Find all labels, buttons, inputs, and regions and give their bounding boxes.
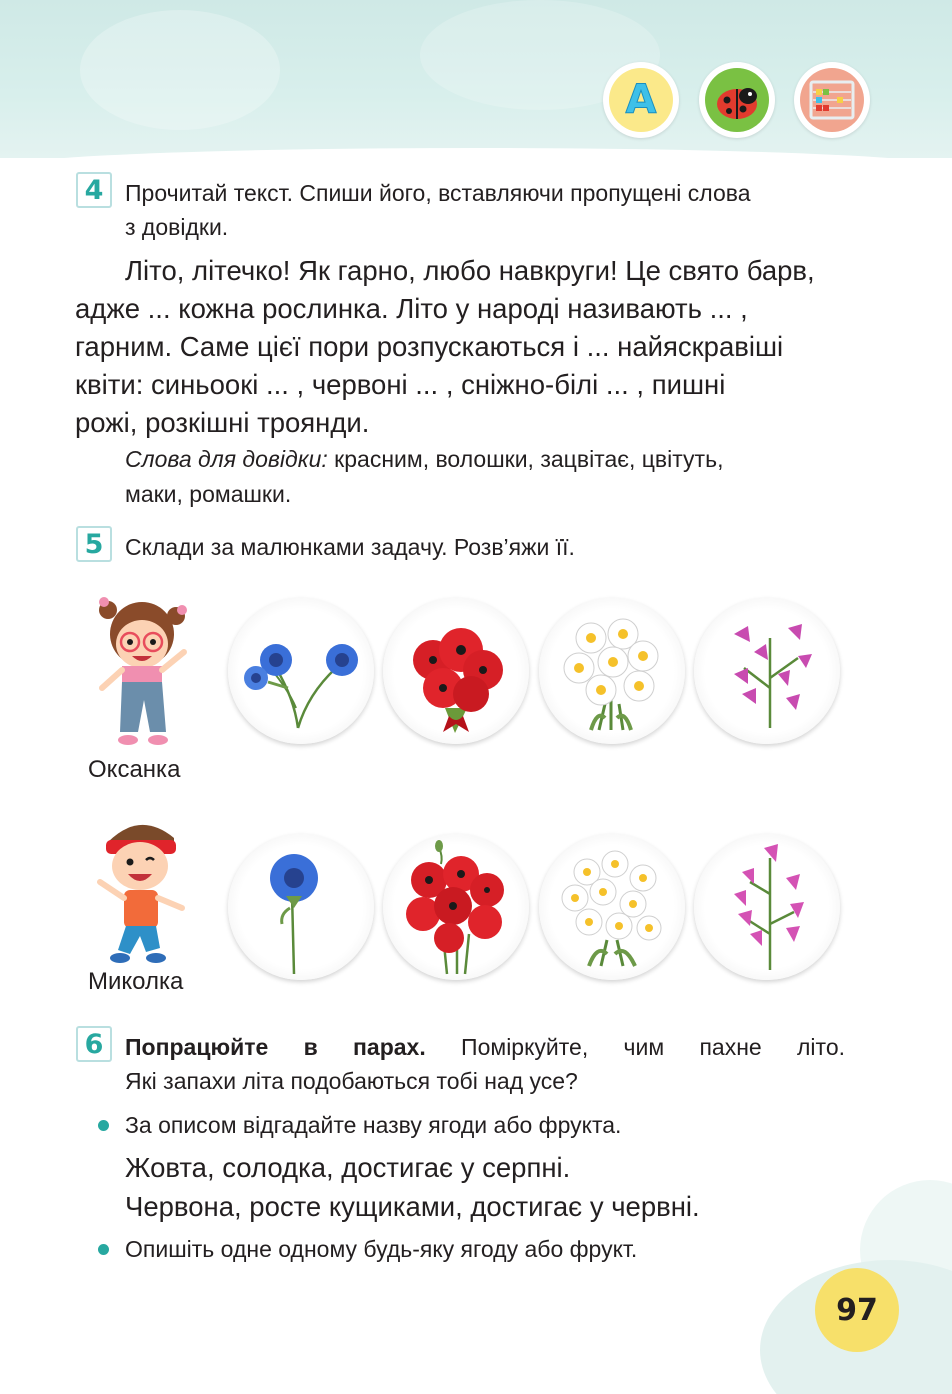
flower-circle-daisies	[539, 598, 685, 744]
kid-name-oksanka: Оксанка	[88, 756, 181, 783]
riddle-1: Жовта, солодка, достигає у серпні.	[125, 1152, 571, 1183]
task4-text-line4: квіти: синьоокі ... , червоні ... , сніжно-білі ... , пишні	[75, 369, 726, 400]
hint-words: красним, волошки, зацвітає, цвітуть,	[327, 446, 724, 472]
hint-label: Слова для довідки:	[125, 446, 328, 472]
task6-line1	[125, 1030, 845, 1064]
abacus-icon	[794, 62, 870, 138]
kid-name-mykolka: Миколка	[88, 968, 184, 995]
bullet-dot-1	[98, 1120, 109, 1131]
task6-line2: Які запахи літа подобаються тобі над усе?	[125, 1068, 578, 1094]
flower-circle-daisies-2	[539, 834, 685, 980]
page-number: 97	[815, 1268, 899, 1352]
bullet-dot-2	[98, 1244, 109, 1255]
task4-hint-line2: маки, ромашки.	[125, 481, 292, 507]
task4-text-line5: рожі, розкішні троянди.	[75, 407, 370, 438]
riddle-2: Червона, росте кущиками, достигає у червні.	[125, 1191, 700, 1222]
task4-instruction-line2: з довідки.	[125, 214, 229, 240]
flower-circle-cornflower	[228, 834, 374, 980]
task5-instruction: Склади за малюнками задачу. Розв’яжи її.	[125, 534, 575, 560]
task4-text-line2: адже ... кожна рослинка. Літо у народі називають ... ,	[75, 293, 748, 324]
task6-bullet1: За описом відгадайте назву ягоди або фрукта.	[125, 1112, 622, 1138]
mykolka-illustration	[90, 812, 200, 972]
letter-a-icon: A	[603, 62, 679, 138]
ladybug-icon	[699, 62, 775, 138]
flower-circle-poppies-2	[383, 834, 529, 980]
flower-circle-poppies	[383, 598, 529, 744]
task6-bullet2: Опишіть одне одному будь-яку ягоду або фрукт.	[125, 1236, 638, 1262]
flower-circle-bellflowers	[694, 598, 840, 744]
task-number-6: 6	[76, 1026, 112, 1062]
task6-bold: Попрацюйте в парах.	[125, 1034, 426, 1060]
task4-instruction-line1: Прочитай текст. Спиши його, вставляючи пропущені слова	[125, 180, 751, 206]
oksanka-illustration	[90, 592, 200, 752]
flower-circle-bellflowers-2	[694, 834, 840, 980]
task4-text-line1: Літо, літечко! Як гарно, любо навкруги! Це свято барв,	[125, 255, 815, 286]
task6-rest: Поміркуйте, чим пахне літо.	[425, 1034, 845, 1060]
task4-hint-line1	[125, 441, 845, 477]
task4-text-line3: гарним. Саме цієї пори розпускаються і ... найяскравіші	[75, 331, 784, 362]
task-number-4: 4	[76, 172, 112, 208]
task-number-5: 5	[76, 526, 112, 562]
flower-circle-cornflowers	[228, 598, 374, 744]
